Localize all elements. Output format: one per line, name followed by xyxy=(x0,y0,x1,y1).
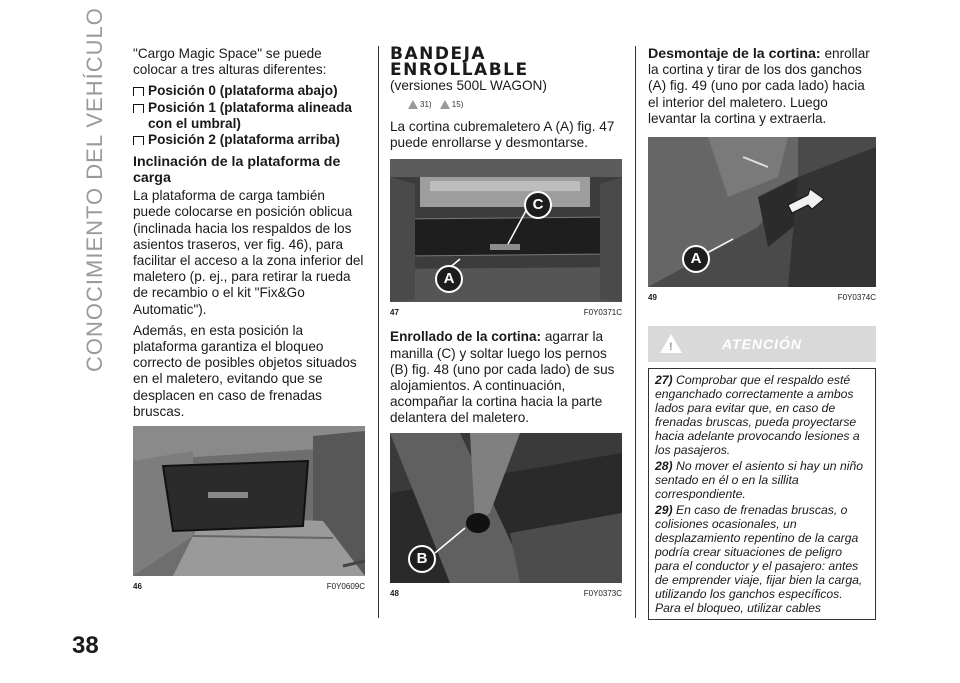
callout-a: A xyxy=(435,265,463,293)
section-heading: Inclinación de la plataforma de carga xyxy=(133,154,341,187)
bullet-icon xyxy=(133,104,144,113)
caution-triangle-icon xyxy=(440,100,450,109)
bullet-icon xyxy=(133,136,144,145)
bullet-item: Posición 0 (plataforma abajo) xyxy=(133,83,365,99)
column-3 xyxy=(648,46,876,620)
figure-code: F0Y0371C xyxy=(583,308,622,318)
callout-c: C xyxy=(524,191,552,219)
body-paragraph: Enrollado de la cortina: agarrar la manilla (C) y soltar luego los pernos (B) fig. 48 (uno por cada lado) de sus alojamientos. A continuación, acompañar la cortina hacia la parte delantera del maletero. xyxy=(390,329,615,426)
section-title: BANDEJA ENROLLABLE xyxy=(390,44,529,81)
figure-number: 49 xyxy=(648,293,657,303)
figure-caption xyxy=(648,290,876,306)
warning-item: 27) Comprobar que el respaldo esté enganchado correctamente a ambos lados para evitar que, en caso de frenadas bruscas, pueda proyectarse hacia adelante provocando lesiones a los pasajeros. xyxy=(655,373,860,458)
warning-item: 28) No mover el asiento si hay un niño sentado en él o en la sillita correspondiente. xyxy=(655,459,863,502)
figure-48-image xyxy=(390,433,622,583)
figure-code: F0Y0373C xyxy=(583,588,622,598)
cargo-platform-illustration xyxy=(133,426,365,576)
section-subtitle: (versiones 500L WAGON) xyxy=(390,78,547,94)
column-1 xyxy=(133,46,365,603)
figure-number: 47 xyxy=(390,308,399,318)
warning-header xyxy=(648,326,876,362)
figure-code: F0Y0374C xyxy=(837,293,876,303)
warning-triangle-icon xyxy=(408,100,418,109)
bullet-icon xyxy=(133,87,144,96)
figure-46-image xyxy=(133,426,365,576)
intro-text: "Cargo Magic Space" se puede colocar a tres alturas diferentes: xyxy=(133,46,327,78)
column-divider xyxy=(378,46,379,618)
figure-number: 46 xyxy=(133,582,142,592)
warning-title: ATENCIÓN xyxy=(721,336,803,353)
body-paragraph: La plataforma de carga también puede colocarse en posición oblicua (inclinada hacia los respaldos de los asientos traseros, ver fig. 46), para facilitar el acceso a la zona inferior del maletero (p. ej., para retirar la rueda de recambio o el kit "Fix&Go Automatic"). xyxy=(133,188,364,317)
warning-item: 29) En caso de frenadas bruscas, o colisiones ocasionales, un desplazamiento repentino de la carga podría crear situaciones de peligro para el conductor y el pasajero: antes de emprender viaje, fijar bien la carga, utilizando los ganchos específicos. Para el bloqueo, utilizar cables xyxy=(655,503,863,616)
callout-b: B xyxy=(408,545,436,573)
bullet-item: Posición 2 (plataforma arriba) xyxy=(133,132,365,148)
warning-box xyxy=(648,368,876,620)
figure-number: 48 xyxy=(390,588,399,598)
figure-47-image xyxy=(390,159,622,302)
warning-triangle-icon: ! xyxy=(660,334,682,353)
body-paragraph: Desmontaje de la cortina: enrollar la cortina y tirar de los dos ganchos (A) fig. 49 (uno por cada lado) hacia el interior del maletero. Luego levantar la cortina y extraerla. xyxy=(648,46,870,126)
column-2 xyxy=(390,46,622,610)
reference-marks: 31) 15) xyxy=(402,97,622,113)
roller-blind-illustration xyxy=(390,159,622,302)
callout-a: A xyxy=(682,245,710,273)
bullet-item: Posición 1 (plataforma alineada con el umbral) xyxy=(133,100,365,132)
body-paragraph: Además, en esta posición la plataforma garantiza el bloqueo correcto de posibles objetos situados en el maletero, evitando que se desplacen en caso de frenadas bruscas. xyxy=(133,322,357,419)
figure-caption xyxy=(390,586,622,602)
page-number: 38 xyxy=(72,632,99,659)
column-divider xyxy=(635,46,636,618)
figure-caption xyxy=(390,305,622,321)
figure-caption xyxy=(133,579,365,595)
figure-49-image xyxy=(648,137,876,287)
body-paragraph: La cortina cubremaletero A (A) fig. 47 puede enrollarse y desmontarse. xyxy=(390,118,615,151)
figure-code: F0Y0609C xyxy=(326,582,365,592)
section-side-title: CONOCIMIENTO DEL VEHÍCULO xyxy=(82,7,107,372)
